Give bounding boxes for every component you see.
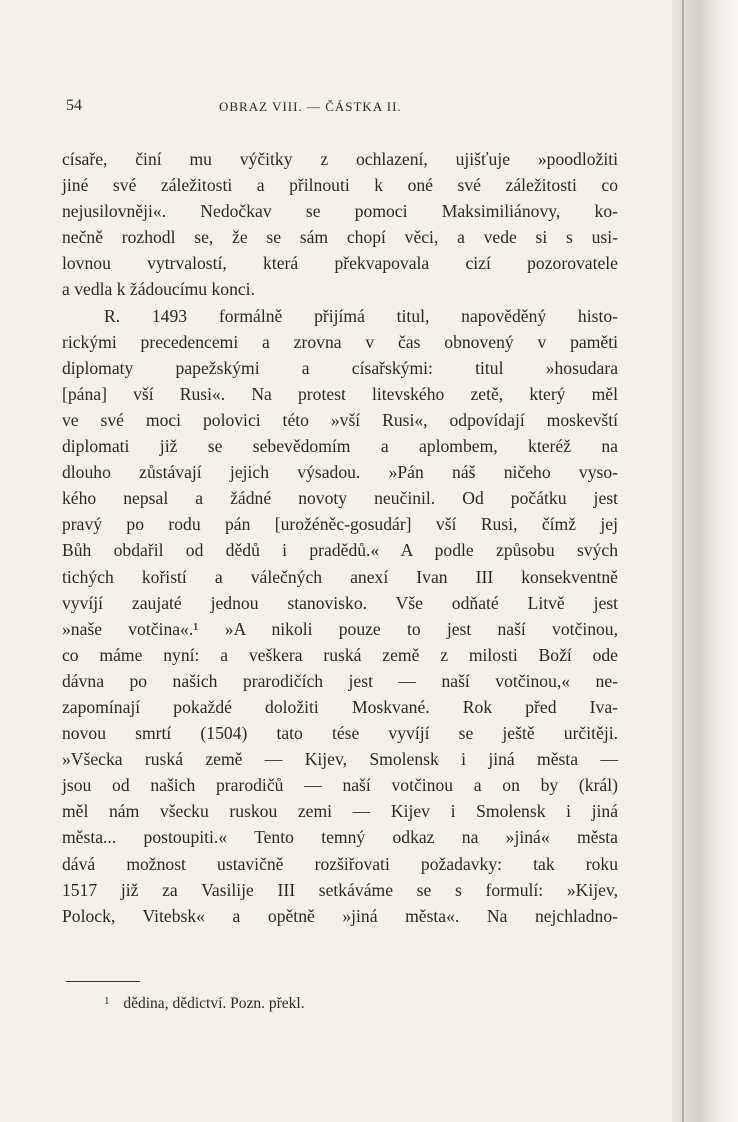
text-line: nejusilovněji«. Nedočkav se pomoci Maksimiliánovy, ko- [62,201,618,222]
footnote-marker: 1 [104,995,110,1007]
page-header [66,97,606,119]
text-line: lovnou vytrvalostí, která překvapovala cizí pozorovatele [62,253,618,274]
text-line: kého nepsal a žádné novoty neučinil. Od počátku jest [62,488,618,509]
text-line: rickými precedencemi a zrovna v čas obnovený v paměti [62,331,618,352]
text-line: měl nám všecku ruskou zemi — Kijev i Smolensk i jiná [62,801,618,822]
text-line: jsou od našich prarodičů — naší votčinou a on by (král) [62,775,618,796]
text-line: 1517 již za Vasilije III setkáváme se s formulí: »Kijev, [62,879,618,900]
text-line: jiné své záležitosti a přilnouti k oné své záležitosti co [62,175,618,196]
text-line: města... postoupiti.« Tento temný odkaz na »jiná« města [62,827,618,848]
text-line: co máme nyní: a veškera ruská země z milosti Boží ode [62,644,618,665]
footnote-text: dědina, dědictví. Pozn. překl. [123,995,305,1012]
text-line: dlouho zůstávají jejich výsadou. »Pán náš ničeho vyso- [62,462,618,483]
text-line: tichých kořistí a válečných anexí Ivan III konsekventně [62,566,618,587]
text-line: [pána] vší Rusi«. Na protest litevského zetě, který měl [62,383,618,404]
running-head: OBRAZ VIII. — ČÁSTKA II. [219,99,402,114]
footnote-rule [66,981,140,982]
text-line: Bůh obdařil od dědů i pradědů.« A podle způsobu svých [62,540,618,561]
text-line: ve své moci polovici této »vší Rusi«, odpovídají moskevští [62,409,618,430]
text-line: císaře, činí mu výčitky z ochlazení, ujišťuje »poodložiti [62,149,618,169]
text-line: »Všecka ruská země — Kijev, Smolensk i jiná města — [62,749,618,770]
text-line: diplomaty papežskými a císařskými: titul »hosudara [62,357,618,378]
text-line: pravý po rodu pán [urožéněc-gosudár] vší Rusi, čímž jej [62,514,618,535]
text-line: a vedla k žádoucímu konci. [62,279,255,300]
gutter-shadow-line [682,0,684,1122]
page-number: 54 [66,97,82,114]
text-line: zapomínají pokaždé doložiti Moskvané. Rok před Iva- [62,696,618,717]
text-line: diplomati již se sebevědomím a aplombem, kteréž na [62,436,618,457]
text-line: Polock, Vitebsk« a opětně »jiná města«. Na nejchladno- [62,905,618,926]
text-line: nečně rozhodl se, že se sám chopí věci, a vede si s usi- [62,227,618,248]
text-line: dávna po našich prarodičích jest — naší votčinou,« ne- [62,670,618,691]
text-line: novou smrtí (1504) tato tése vyvíjí se ještě určitěji. [62,723,618,744]
body-text [62,146,618,929]
footnote [104,995,305,1013]
text-line: »naše votčina«.¹ »A nikoli pouze to jest naší votčinou, [62,618,618,639]
text-line: dává možnost ustavičně rozšiřovati požadavky: tak roku [62,853,618,874]
text-line: vyvíjí zaujaté jednou stanovisko. Vše odňaté Litvě jest [62,592,618,613]
paragraph-first-line: R. 1493 formálně přijímá titul, napověděný histo- [104,305,618,326]
